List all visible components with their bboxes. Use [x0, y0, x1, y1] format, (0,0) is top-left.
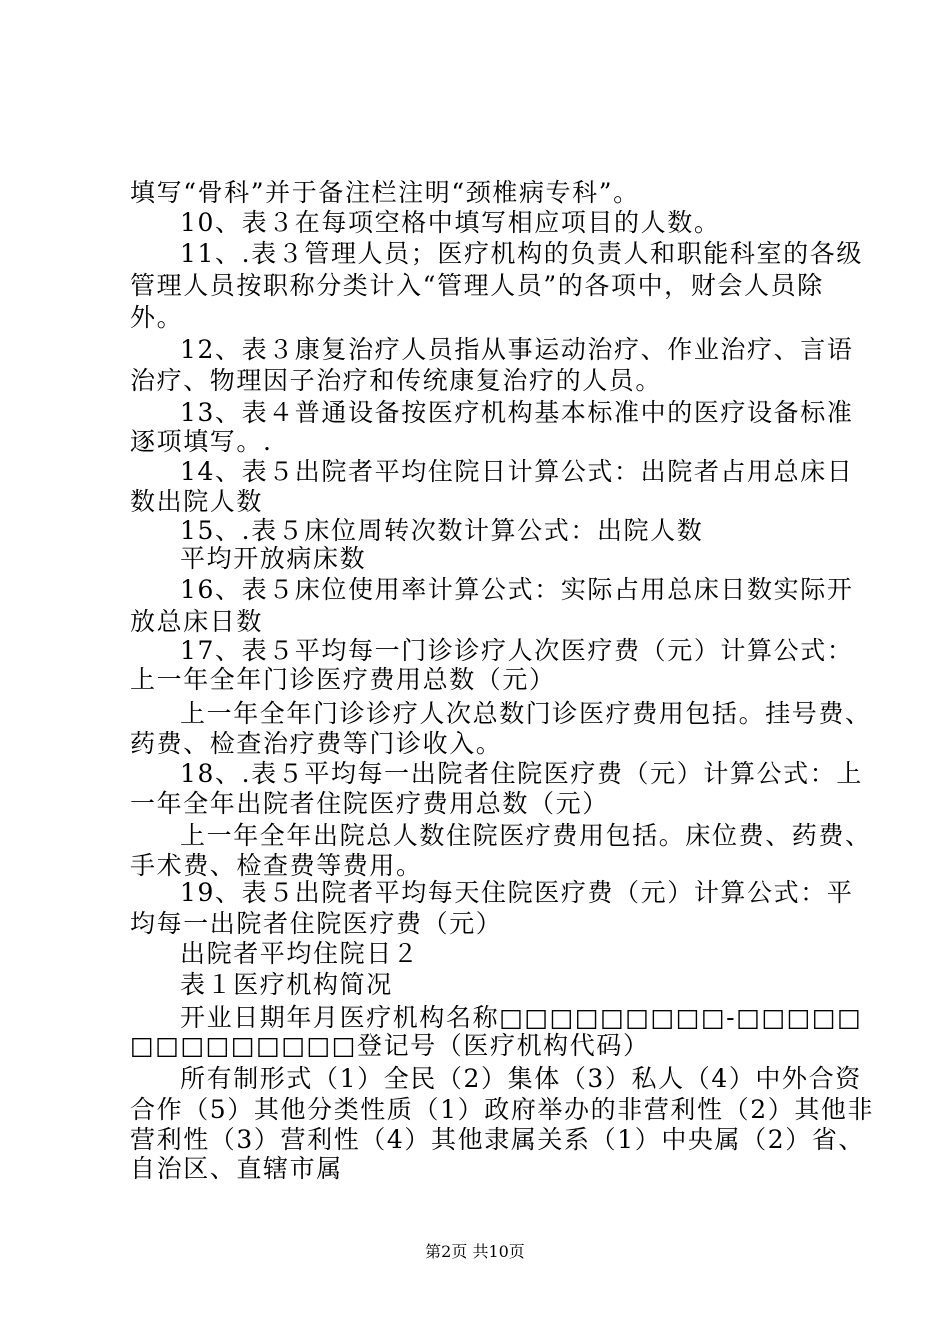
- text-line: 外。: [130, 303, 184, 332]
- text-line: 上一年全年门诊医疗费用总数（元）: [130, 665, 556, 694]
- page-footer: 第2页 共10页: [425, 1242, 525, 1261]
- text-line: 表１医疗机构简况: [180, 970, 393, 999]
- text-line: 13、表４普通设备按医疗机构基本标准中的医疗设备标准: [180, 398, 854, 427]
- text-line: 填写“骨科”并于备注栏注明“颈椎病专科”。: [130, 178, 640, 207]
- text-line: 出院者平均住院日２: [180, 939, 420, 968]
- text-line: 手术费、检查费等费用。: [130, 851, 423, 880]
- text-line: 治疗、物理因子治疗和传统康复治疗的人员。: [130, 366, 663, 395]
- text-line: 逐项填写。.: [130, 427, 273, 456]
- text-line: 15、.表５床位周转次数计算公式：出院人数: [180, 516, 704, 545]
- text-line: 16、表５床位使用率计算公式：实际占用总床日数实际开: [180, 575, 854, 604]
- text-line: 合作（5）其他分类性质（1）政府举办的非营利性（2）其他非: [130, 1095, 875, 1124]
- text-line: 上一年全年出院总人数住院医疗费用包括。床位费、药费、: [180, 821, 872, 850]
- text-line: 均每一出院者住院医疗费（元）: [130, 909, 503, 938]
- text-line: □□□□□□□□□登记号（医疗机构代码）: [130, 1031, 650, 1060]
- text-line: 14、表５出院者平均住院日计算公式：出院者占用总床日: [180, 457, 854, 486]
- text-line: 放总床日数: [130, 607, 264, 636]
- text-line: 10、表３在每项空格中填写相应项目的人数。: [180, 208, 721, 237]
- text-line: 17、表５平均每一门诊诊疗人次医疗费（元）计算公式：: [180, 636, 854, 665]
- text-line: 所有制形式（1）全民（2）集体（3）私人（4）中外合资: [180, 1064, 862, 1093]
- text-line: 自治区、直辖市属: [130, 1154, 343, 1183]
- text-line: 平均开放病床数: [180, 544, 367, 573]
- text-line: 19、表５出院者平均每天住院医疗费（元）计算公式：平: [180, 878, 854, 907]
- text-line: 18、.表５平均每一出院者住院医疗费（元）计算公式：上: [180, 759, 863, 788]
- text-line: 12、表３康复治疗人员指从事运动治疗、作业治疗、言语: [180, 335, 854, 364]
- text-line: 一年全年出院者住院医疗费用总数（元）: [130, 789, 609, 818]
- text-line: 营利性（3）营利性（4）其他隶属关系（1）中央属（2）省、: [130, 1125, 866, 1154]
- text-line: 上一年全年门诊诊疗人次总数门诊医疗费用包括。挂号费、: [180, 699, 872, 728]
- text-line: 11、.表３管理人员；医疗机构的负责人和职能科室的各级: [180, 239, 863, 268]
- text-line: 管理人员按职称分类计入“管理人员”的各项中，财会人员除: [130, 271, 824, 300]
- text-line: 数出院人数: [130, 487, 264, 516]
- text-line: 开业日期年月医疗机构名称□□□□□□□□□-□□□□□: [180, 1003, 863, 1032]
- text-line: 药费、检查治疗费等门诊收入。: [130, 729, 503, 758]
